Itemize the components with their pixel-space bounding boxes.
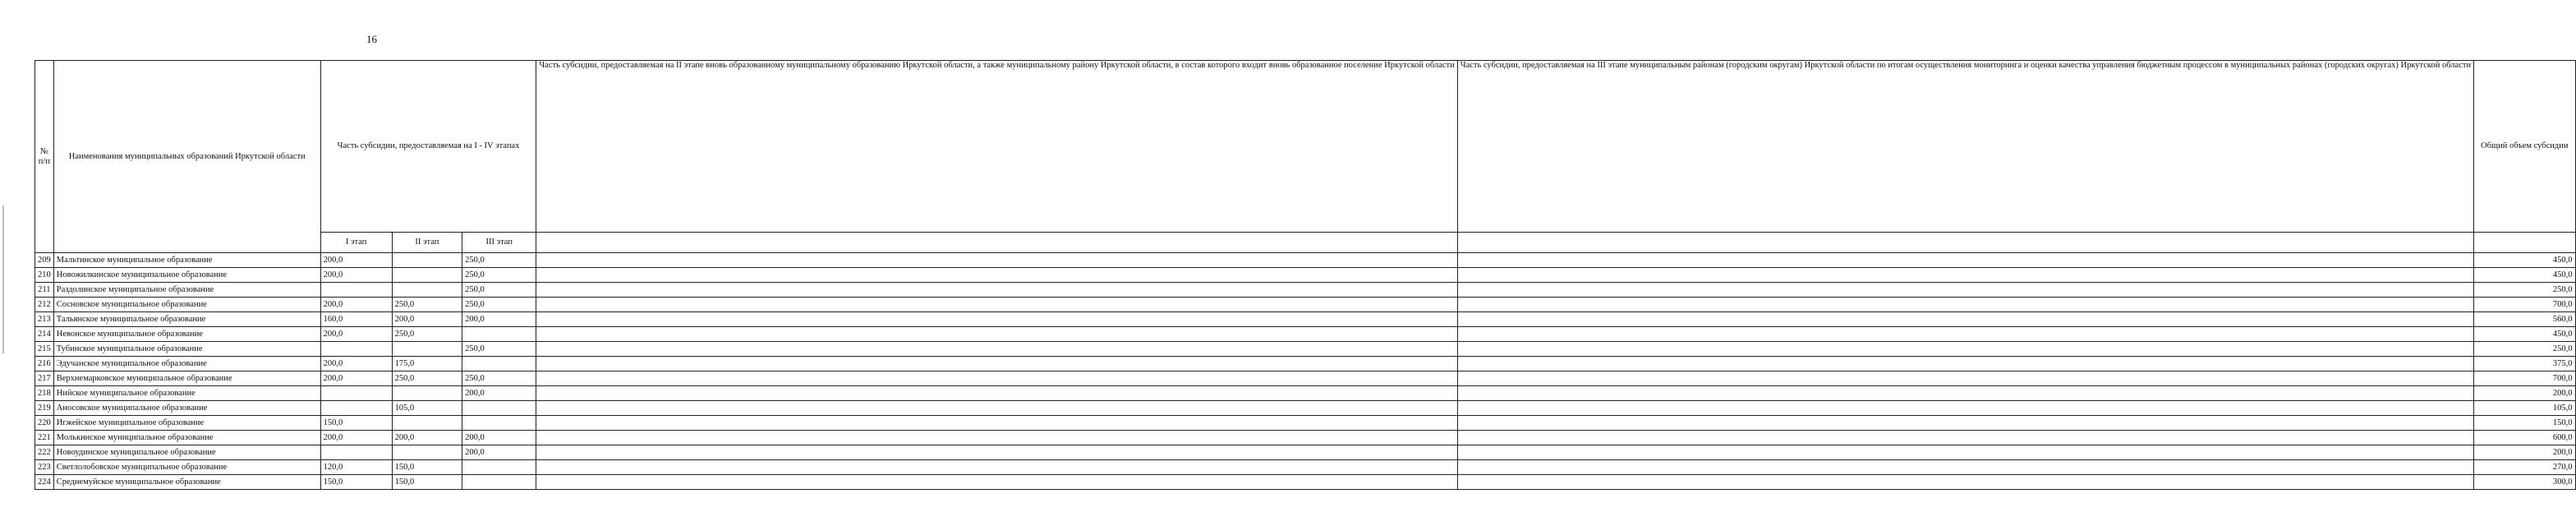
row-number: 218 [35,386,54,401]
row-number: 219 [35,401,54,416]
stage-ii-new-value [536,386,1457,401]
stage-2-value: 250,0 [392,298,462,312]
stage-2-value [392,416,462,431]
municipality-name: Верхнемарковское муниципальное образование [53,371,320,386]
row-number: 221 [35,431,54,445]
row-number: 217 [35,371,54,386]
stage-iii-eval-value [1457,357,2473,371]
total-value: 150,0 [2474,416,2575,431]
row-number: 211 [35,283,54,298]
stage-1-value: 200,0 [320,357,392,371]
stage-1-value: 150,0 [320,416,392,431]
stage-ii-new-value [536,342,1457,357]
stage-iii-eval-value [1457,431,2473,445]
row-number: 212 [35,298,54,312]
stage-iii-eval-value [1457,312,2473,327]
row-number: 222 [35,445,54,460]
stage-3-value [462,416,536,431]
stage-ii-new-value [536,268,1457,283]
stage-1-value [320,342,392,357]
scan-edge-mark [2,205,4,353]
stage-1-value: 200,0 [320,298,392,312]
stage-iii-eval-value [1457,416,2473,431]
header-blank-col-6 [536,233,1457,253]
stage-3-value: 250,0 [462,253,536,268]
stage-1-value: 200,0 [320,371,392,386]
municipality-name: Мальтинское муниципальное образование [53,253,320,268]
stage-2-value: 250,0 [392,371,462,386]
stage-ii-new-value [536,371,1457,386]
stage-3-value: 250,0 [462,283,536,298]
stage-2-value [392,283,462,298]
stage-ii-new-value [536,253,1457,268]
stage-iii-eval-value [1457,283,2473,298]
table-row [35,475,2576,490]
header-stage-3: III этап [462,233,536,253]
stage-2-value [392,342,462,357]
municipality-name: Нийское муниципальное образование [53,386,320,401]
total-value: 250,0 [2474,342,2575,357]
stage-iii-eval-value [1457,475,2473,490]
table-row [35,312,2576,327]
stage-1-value: 160,0 [320,312,392,327]
header-stage-1: I этап [320,233,392,253]
row-number: 223 [35,460,54,475]
stage-ii-new-value [536,401,1457,416]
stage-1-value [320,401,392,416]
stage-iii-eval-value [1457,445,2473,460]
stage-1-value: 150,0 [320,475,392,490]
stage-ii-new-value [536,475,1457,490]
stage-1-value: 200,0 [320,431,392,445]
stage-3-value: 200,0 [462,431,536,445]
header-blank-col-8 [2474,233,2575,253]
stage-2-value [392,253,462,268]
total-value: 450,0 [2474,327,2575,342]
stage-3-value [462,460,536,475]
stage-iii-eval-value [1457,371,2473,386]
stage-3-value [462,357,536,371]
table-row [35,327,2576,342]
total-value: 200,0 [2474,386,2575,401]
stage-3-value: 250,0 [462,298,536,312]
stage-2-value [392,445,462,460]
total-value: 700,0 [2474,371,2575,386]
stage-1-value [320,283,392,298]
page-number: 16 [366,33,377,45]
row-number: 215 [35,342,54,357]
stage-1-value: 200,0 [320,327,392,342]
total-value: 300,0 [2474,475,2575,490]
total-value: 600,0 [2474,431,2575,445]
total-value: 450,0 [2474,253,2575,268]
stage-ii-new-value [536,416,1457,431]
total-value: 250,0 [2474,283,2575,298]
total-value: 375,0 [2474,357,2575,371]
stage-2-value: 150,0 [392,475,462,490]
header-name: Наименования муниципальных образований Иркутской области [53,61,320,253]
stage-1-value [320,386,392,401]
stage-3-value: 250,0 [462,342,536,357]
stage-1-value: 200,0 [320,268,392,283]
municipality-name: Эдучанское муниципальное образование [53,357,320,371]
total-value: 200,0 [2474,445,2575,460]
stage-1-value [320,445,392,460]
stage-iii-eval-value [1457,298,2473,312]
municipality-name: Новоудинское муниципальное образование [53,445,320,460]
stage-2-value: 175,0 [392,357,462,371]
municipality-name: Среднемуйское муниципальное образование [53,475,320,490]
row-number: 209 [35,253,54,268]
stage-iii-eval-value [1457,327,2473,342]
stage-2-value: 105,0 [392,401,462,416]
municipality-name: Сосновское муниципальное образование [53,298,320,312]
municipality-name: Тальянское муниципальное образование [53,312,320,327]
header-blank-col-7 [1457,233,2473,253]
stage-ii-new-value [536,327,1457,342]
municipality-name: Невонское муниципальное образование [53,327,320,342]
municipality-name: Тубинское муниципальное образование [53,342,320,357]
stage-2-value: 200,0 [392,431,462,445]
table-row [35,268,2576,283]
stage-2-value [392,386,462,401]
total-value: 270,0 [2474,460,2575,475]
table-row [35,445,2576,460]
table-row [35,283,2576,298]
table-row [35,416,2576,431]
stage-ii-new-value [536,460,1457,475]
stage-2-value [392,268,462,283]
municipality-name: Аносовское муниципальное образование [53,401,320,416]
table-row [35,298,2576,312]
municipality-name: Новожилкинское муниципальное образование [53,268,320,283]
header-stage-iii-eval: Часть субсидии, предоставляемая на III этапе муниципальным районам (городским округам) Иркутской области по итогам осуществления мониторинга и оценки качества управления бюджетным процессом в муниципальных районах (городских округах) Иркутской области [1457,61,2473,233]
stage-iii-eval-value [1457,268,2473,283]
row-number: 210 [35,268,54,283]
table-row [35,460,2576,475]
header-stage-ii-new: Часть субсидии, предоставляемая на II этапе вновь образованному муниципальному образованию Иркутской области, а также муниципальному району Иркутской области, в состав которого входит вновь образованное поселение Иркутской области [536,61,1457,233]
table-row [35,371,2576,386]
stage-3-value: 250,0 [462,268,536,283]
table-row [35,342,2576,357]
stage-ii-new-value [536,431,1457,445]
header-stage-2: II этап [392,233,462,253]
stage-iii-eval-value [1457,342,2473,357]
stage-3-value [462,327,536,342]
stage-1-value: 200,0 [320,253,392,268]
row-number: 216 [35,357,54,371]
header-number: № п/п [35,61,54,253]
municipality-name: Молькинское муниципальное образование [53,431,320,445]
stage-2-value: 200,0 [392,312,462,327]
stage-iii-eval-value [1457,253,2473,268]
row-number: 224 [35,475,54,490]
row-number: 220 [35,416,54,431]
table-row [35,357,2576,371]
municipality-name: Светлолобовское муниципальное образование [53,460,320,475]
stage-iii-eval-value [1457,401,2473,416]
stage-3-value [462,401,536,416]
stage-3-value: 200,0 [462,386,536,401]
total-value: 560,0 [2474,312,2575,327]
row-number: 214 [35,327,54,342]
total-value: 105,0 [2474,401,2575,416]
table-row [35,386,2576,401]
stage-iii-eval-value [1457,386,2473,401]
table-row [35,401,2576,416]
table-row [35,431,2576,445]
table-body [35,253,2576,490]
municipality-name: Игжейское муниципальное образование [53,416,320,431]
header-total: Общий объем субсидии [2474,61,2575,233]
stage-1-value: 120,0 [320,460,392,475]
stage-2-value: 250,0 [392,327,462,342]
stage-ii-new-value [536,357,1457,371]
stage-3-value: 250,0 [462,371,536,386]
stage-iii-eval-value [1457,460,2473,475]
total-value: 450,0 [2474,268,2575,283]
total-value: 700,0 [2474,298,2575,312]
stage-3-value [462,475,536,490]
stage-3-value: 200,0 [462,445,536,460]
stage-ii-new-value [536,283,1457,298]
stage-2-value: 150,0 [392,460,462,475]
table-row [35,253,2576,268]
subsidy-table [34,60,2576,490]
stage-ii-new-value [536,445,1457,460]
stage-ii-new-value [536,312,1457,327]
header-stages-i-iv: Часть субсидии, предоставляемая на I - IV этапах [320,61,536,233]
stage-3-value: 200,0 [462,312,536,327]
row-number: 213 [35,312,54,327]
stage-ii-new-value [536,298,1457,312]
municipality-name: Раздолинское муниципальное образование [53,283,320,298]
